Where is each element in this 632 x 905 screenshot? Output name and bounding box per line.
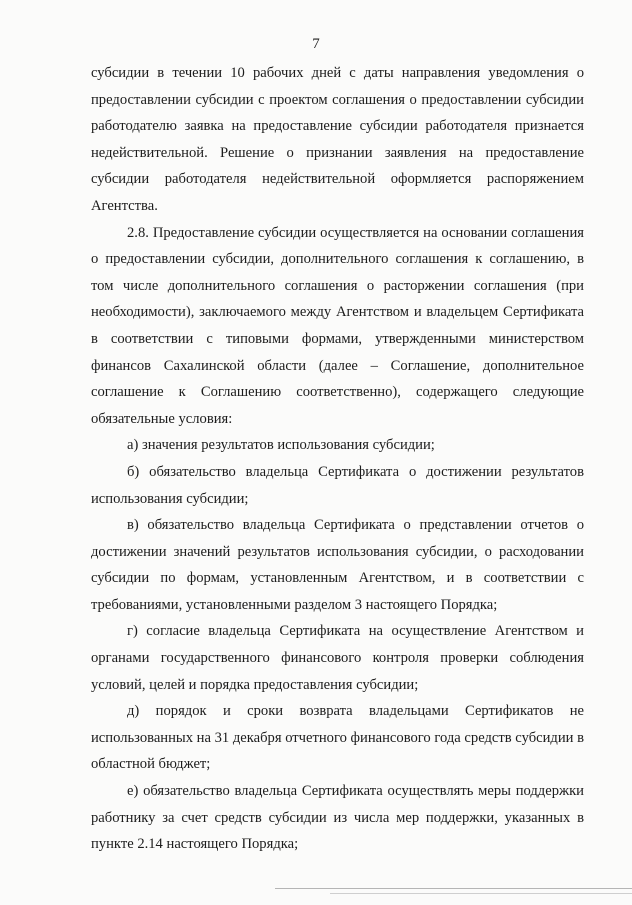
list-item-g: г) согласие владельца Сертификата на осуществление Агентством и органами государственного финансового контроля проверки соблюдения условий, целей и порядка предоставления субсидии; bbox=[91, 623, 584, 693]
page-number: 7 bbox=[312, 36, 320, 52]
list-item-d: д) порядок и сроки возврата владельцами Сертификатов не использованных на 31 декабря отчетного финансового года средств субсидии в областной бюджет; bbox=[91, 703, 584, 773]
paragraph-continuation: субсидии в течении 10 рабочих дней с даты направления уведомления о предоставлении субсидии с проектом соглашения о предоставлении субсидии работодателю заявка на предоставление субсидии работодателя признается недействительной. Решение о признании заявления на предоставление субсидии работодателя недействительной оформляется распоряжением Агентства. bbox=[91, 65, 584, 214]
list-item-a: а) значения результатов использования субсидии; bbox=[127, 437, 435, 454]
document-body bbox=[91, 60, 584, 858]
list-item-v: в) обязательство владельца Сертификата о представлении отчетов о достижении значений результатов использования субсидии, о расходовании субсидии по формам, установленным Агентством, и в соответствии с требованиями, установленными разделом 3 настоящего Порядка; bbox=[91, 517, 584, 613]
scan-artifact-line bbox=[275, 888, 632, 889]
scan-artifact-line-secondary bbox=[330, 893, 632, 894]
list-item-b: б) обязательство владельца Сертификата о достижении результатов использования субсидии; bbox=[91, 463, 584, 507]
paragraph-2-8: 2.8. Предоставление субсидии осуществляется на основании соглашения о предоставлении субсидии, дополнительного соглашения к соглашению, в том числе дополнительного соглашения о расторжении соглашения (при необходимости), заключаемого между Агентством и владельцем Сертификата в соответствии с типовыми формами, утвержденными министерством финансов Сахалинской области (далее – Соглашение, дополнительное соглашение к Соглашению соответственно), содержащего следующие обязательные условия: bbox=[91, 224, 584, 427]
list-item-e: е) обязательство владельца Сертификата осуществлять меры поддержки работнику за счет средств субсидии из числа мер поддержки, указанных в пункте 2.14 настоящего Порядка; bbox=[91, 783, 584, 853]
